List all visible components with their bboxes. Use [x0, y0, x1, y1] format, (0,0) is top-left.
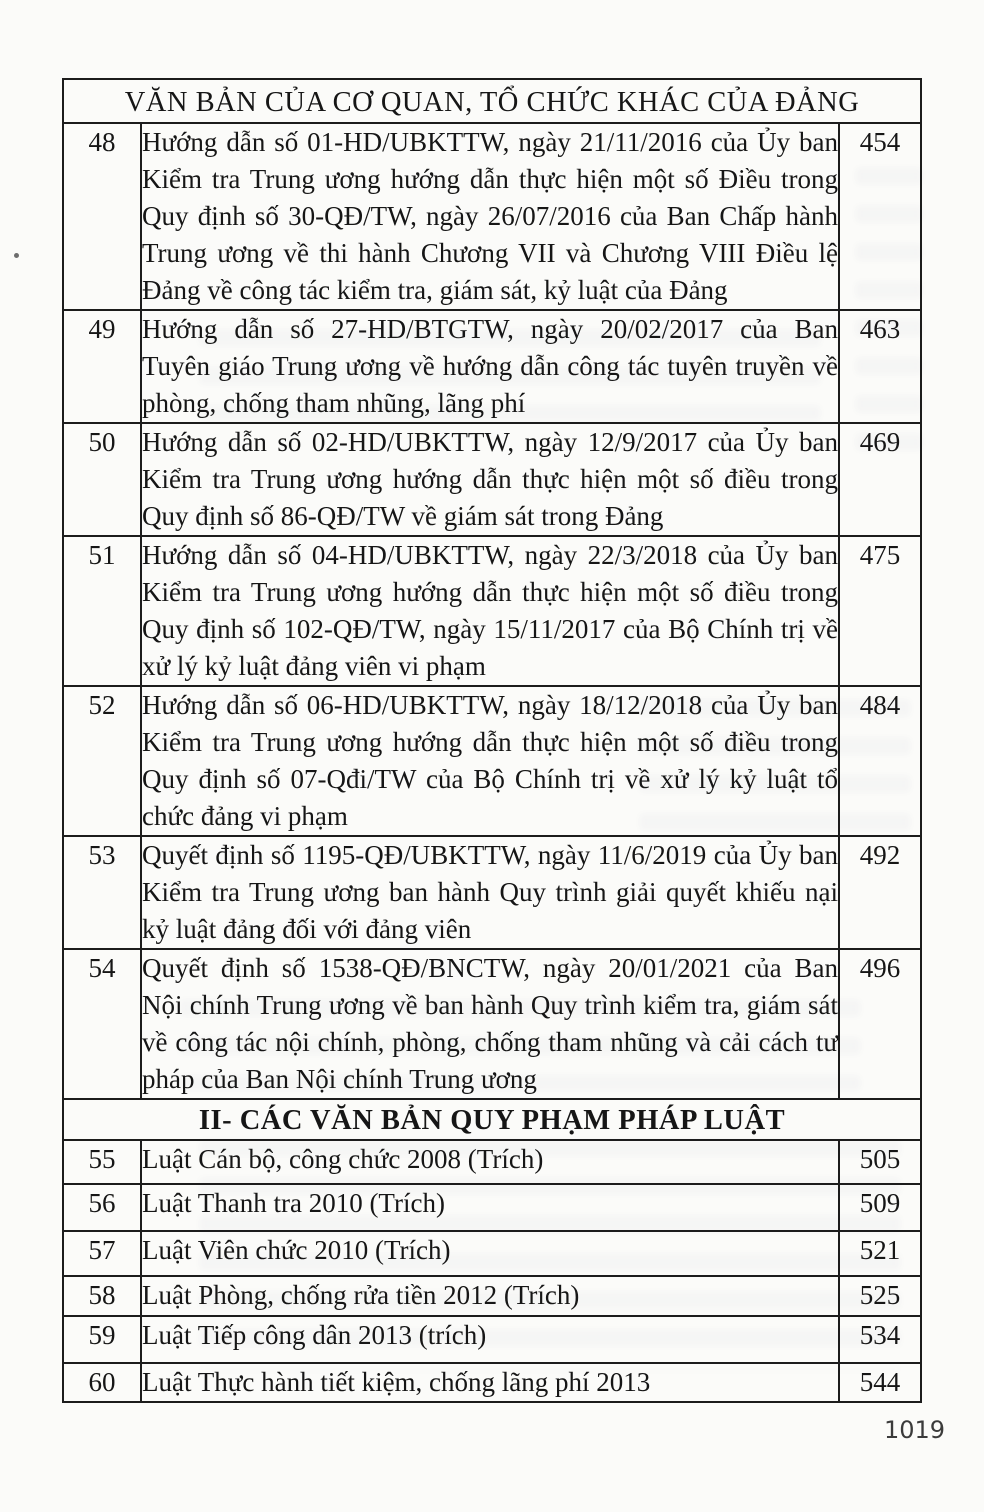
book-page-number: 1019	[884, 1416, 946, 1444]
row-title: Quyết định số 1195-QĐ/UBKTTW, ngày 11/6/2019 của Ủy ban Kiểm tra Trung ương ban hành Quy trình giải quyết khiếu nại kỷ luật đảng đối với đảng viên	[141, 836, 839, 949]
table-row	[63, 536, 921, 686]
row-page-number: 484	[839, 686, 921, 836]
row-title: Hướng dẫn số 02-HD/UBKTTW, ngày 12/9/2017 của Ủy ban Kiểm tra Trung ương hướng dẫn thực hiện một số điều trong Quy định số 86-QĐ/TW về giám sát trong Đảng	[141, 423, 839, 536]
print-speck	[14, 253, 19, 258]
table-row	[63, 836, 921, 949]
row-page-number: 469	[839, 423, 921, 536]
row-number: 56	[63, 1184, 141, 1231]
table-row	[63, 1363, 921, 1402]
row-page-number: 525	[839, 1276, 921, 1316]
table-row	[63, 1231, 921, 1276]
row-title: Quyết định số 1538-QĐ/BNCTW, ngày 20/01/2021 của Ban Nội chính Trung ương về ban hành Quy trình kiểm tra, giám sát về công tác nội chính, phòng, chống tham nhũng và cải cách tư pháp của Ban Nội chính Trung ương	[141, 949, 839, 1099]
row-number: 60	[63, 1363, 141, 1402]
table-row	[63, 1276, 921, 1316]
row-title: Luật Thực hành tiết kiệm, chống lãng phí 2013	[141, 1363, 839, 1402]
row-title: Luật Tiếp công dân 2013 (trích)	[141, 1316, 839, 1363]
row-page-number: 534	[839, 1316, 921, 1363]
row-page-number: 463	[839, 310, 921, 423]
row-number: 53	[63, 836, 141, 949]
row-page-number: 509	[839, 1184, 921, 1231]
table-row	[63, 423, 921, 536]
section2-header: II- CÁC VĂN BẢN QUY PHẠM PHÁP LUẬT	[63, 1099, 921, 1140]
row-number: 49	[63, 310, 141, 423]
row-number: 57	[63, 1231, 141, 1276]
row-title: Luật Thanh tra 2010 (Trích)	[141, 1184, 839, 1231]
row-page-number: 492	[839, 836, 921, 949]
row-title: Hướng dẫn số 04-HD/UBKTTW, ngày 22/3/2018 của Ủy ban Kiểm tra Trung ương hướng dẫn thực hiện một số điều trong Quy định số 102-QĐ/TW, ngày 15/11/2017 của Bộ Chính trị về xử lý kỷ luật đảng viên vi phạm	[141, 536, 839, 686]
row-number: 51	[63, 536, 141, 686]
row-title: Hướng dẫn số 27-HD/BTGTW, ngày 20/02/2017 của Ban Tuyên giáo Trung ương về hướng dẫn công tác tuyên truyền về phòng, chống tham nhũng, lãng phí	[141, 310, 839, 423]
row-number: 52	[63, 686, 141, 836]
row-page-number: 475	[839, 536, 921, 686]
row-number: 58	[63, 1276, 141, 1316]
table-row	[63, 949, 921, 1099]
table-row	[63, 686, 921, 836]
row-number: 48	[63, 123, 141, 310]
row-title: Hướng dẫn số 01-HD/UBKTTW, ngày 21/11/2016 của Ủy ban Kiểm tra Trung ương hướng dẫn thực hiện một số Điều trong Quy định số 30-QĐ/TW, ngày 26/07/2016 của Ban Chấp hành Trung ương về thi hành Chương VII và Chương VIII Điều lệ Đảng về công tác kiểm tra, giám sát, kỷ luật của Đảng	[141, 123, 839, 310]
row-page-number: 544	[839, 1363, 921, 1402]
table-row	[63, 123, 921, 310]
section1-header: VĂN BẢN CỦA CƠ QUAN, TỔ CHỨC KHÁC CỦA ĐẢNG	[63, 79, 921, 123]
row-page-number: 505	[839, 1140, 921, 1184]
row-title: Luật Cán bộ, công chức 2008 (Trích)	[141, 1140, 839, 1184]
row-page-number: 496	[839, 949, 921, 1099]
section-header-row	[63, 79, 921, 123]
row-page-number: 521	[839, 1231, 921, 1276]
table-of-contents	[62, 78, 922, 1403]
row-number: 55	[63, 1140, 141, 1184]
table-row	[63, 310, 921, 423]
row-title: Luật Viên chức 2010 (Trích)	[141, 1231, 839, 1276]
section-header-row	[63, 1099, 921, 1140]
row-number: 54	[63, 949, 141, 1099]
row-title: Luật Phòng, chống rửa tiền 2012 (Trích)	[141, 1276, 839, 1316]
row-number: 50	[63, 423, 141, 536]
table-row	[63, 1316, 921, 1363]
row-page-number: 454	[839, 123, 921, 310]
row-number: 59	[63, 1316, 141, 1363]
table-row	[63, 1140, 921, 1184]
row-title: Hướng dẫn số 06-HD/UBKTTW, ngày 18/12/2018 của Ủy ban Kiểm tra Trung ương hướng dẫn thực hiện một số điều trong Quy định số 07-Qđi/TW của Bộ Chính trị về xử lý kỷ luật tổ chức đảng vi phạm	[141, 686, 839, 836]
table-row	[63, 1184, 921, 1231]
